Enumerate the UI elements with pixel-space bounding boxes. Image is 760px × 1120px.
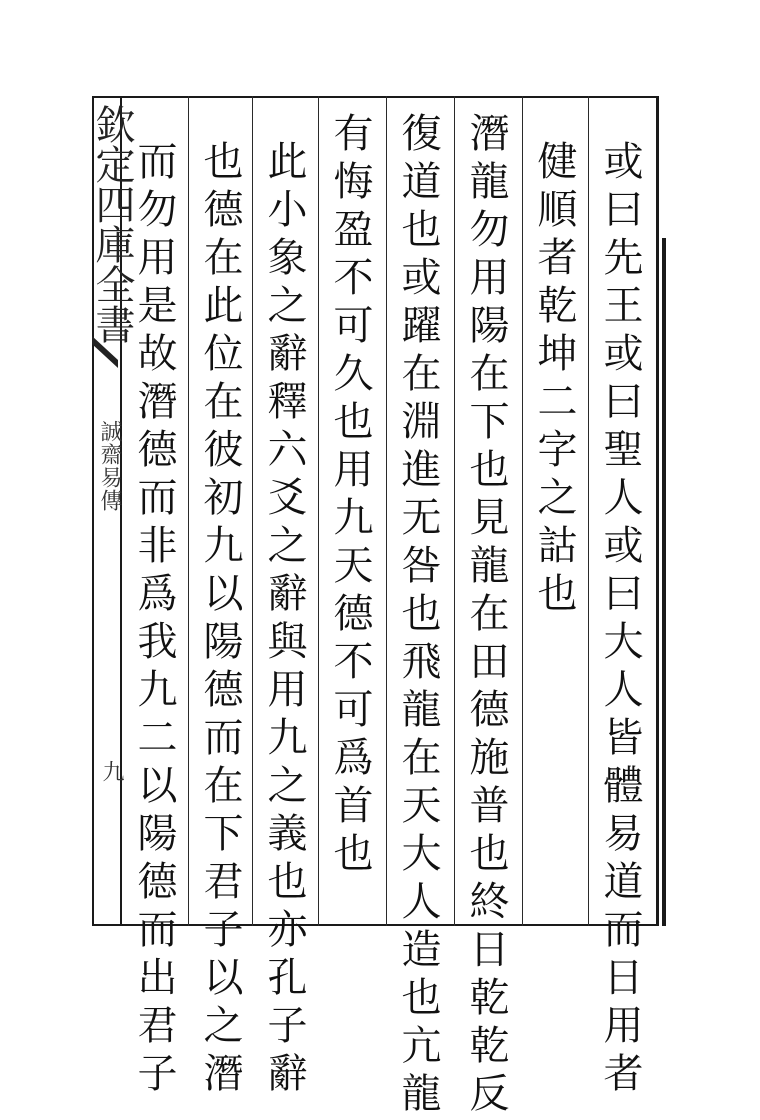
column-rule [386, 96, 387, 926]
text-column-3: 潛龍勿用陽在下也見龍在田德施普也終日乾乾反 [463, 112, 509, 1120]
frame-right-outer-border [662, 238, 666, 926]
text-column-4: 復道也或躍在淵進无咎也飛龍在天大人造也亢龍 [395, 112, 441, 1120]
book-title: 誠齋易傳 [97, 420, 122, 512]
text-column-1: 或曰先王或曰聖人或曰大人皆體易道而日用者 [597, 140, 643, 1100]
column-rule [188, 96, 189, 926]
collection-title: 欽定四庫全書 [89, 104, 135, 344]
column-rule [318, 96, 319, 926]
column-rule [588, 96, 589, 926]
column-rule [454, 96, 455, 926]
fishtail-mark [92, 328, 118, 368]
column-rule [522, 96, 523, 926]
text-column-7: 也德在此位在彼初九以陽德而在下君子以之潛 [197, 140, 243, 1100]
text-column-6: 此小象之辭釋六爻之辭與用九之義也亦孔子辭 [261, 140, 307, 1100]
frame-top-border [92, 96, 658, 98]
page-number: 九 [99, 760, 124, 782]
text-column-8: 而勿用是故潛德而非爲我九二以陽德而出君子 [131, 140, 177, 1100]
text-column-2: 健順者乾坤二字之詁也 [531, 140, 577, 620]
column-rule [252, 96, 253, 926]
text-column-5: 有悔盈不可久也用九天德不可爲首也 [327, 112, 373, 880]
frame-right-border [656, 96, 659, 926]
